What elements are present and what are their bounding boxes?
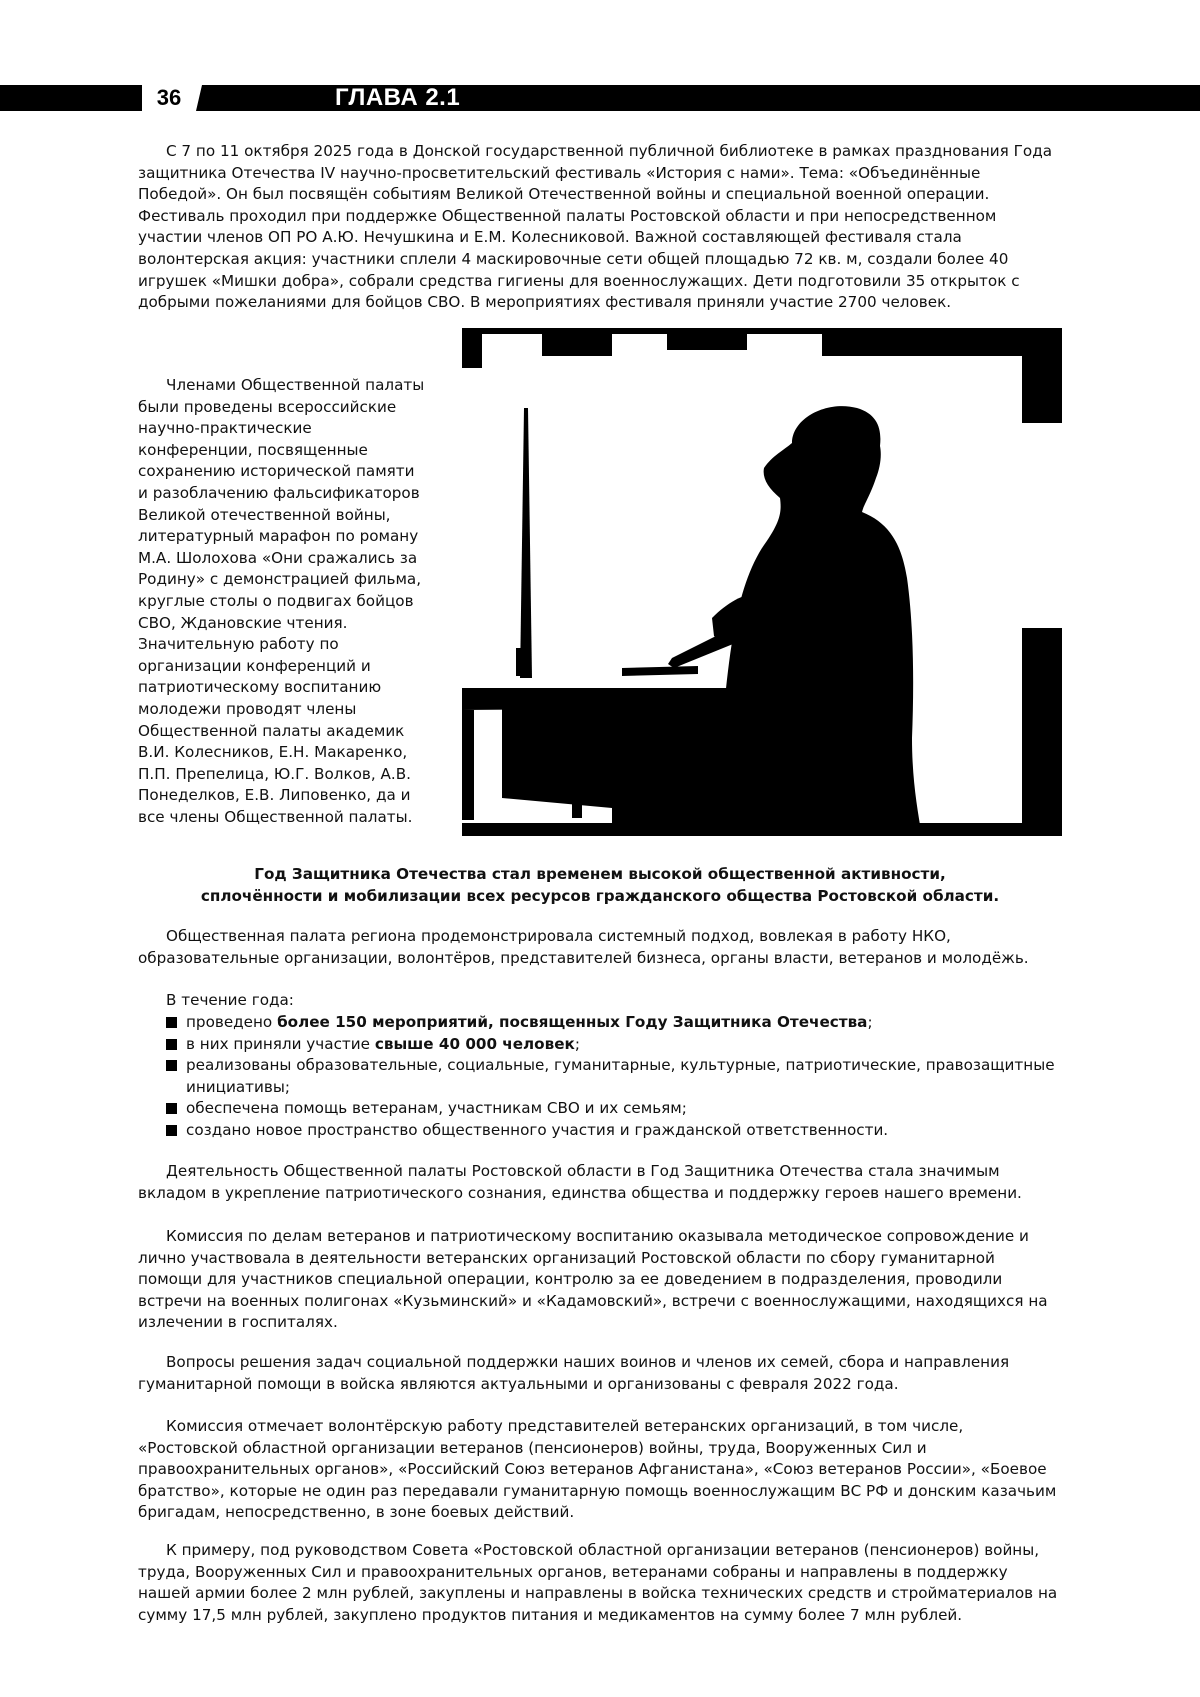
results-list — [166, 1012, 1066, 1142]
list-item: обеспечена помощь ветеранам, участникам СВО и их семьям; — [166, 1098, 1066, 1120]
list-item: в них приняли участие свыше 40 000 человек; — [166, 1034, 1066, 1056]
paragraph-support: Вопросы решения задач социальной поддержки наших воинов и членов их семей, сбора и направления гуманитарной помощи в войска являются актуальными и организованы с февраля 2022 года. — [138, 1353, 1010, 1393]
paragraph-commission: Комиссия по делам ветеранов и патриотическому воспитанию оказывала методическое сопровождение и лично участвовала в деятельности ветеранских организаций Ростовской области по сбору гуманитарной помощи для участников специальной операции, контролю за ее доведением в подразделения, проводили встречи на военных полигонах «Кузьминский» и «Кадамовский», встречи с военнослужащими, находящихся на излечении в госпиталях. — [138, 1227, 1048, 1332]
paragraph-conferences: Членами Общественной палаты были проведены всероссийские научно-практические конференции, посвященные сохранению исторической памяти и разоблачению фальсификаторов Великой отечественной войны, литературный марафон по роману М.А. Шолохова «Они сражались за Родину» с демонстрацией фильма, круглые столы о подвигах бойцов СВО, Ждановские чтения. Значительную работу по организации конференций и патриотическому воспитанию молодежи проводят члены Общественной палаты академик В.И. Колесников, Е.Н. Макаренко, П.П. Препелица, Ю.Г. Волков, А.В. Понеделков, Е.В. Липовенко, да и все члены Общественной палаты. — [138, 376, 425, 826]
speaker-photo — [462, 328, 1062, 836]
header-bar-left — [0, 85, 142, 111]
paragraph-example: К примеру, под руководством Совета «Ростовской областной организации ветеранов (пенсионеров) войны, труда, Вооруженных Сил и правоохранительных органов, ветеранами собраны и направлены в поддержку нашей армии более 2 млн рублей, закуплены и направлены в войска технических средств и стройматериалов на сумму 17,5 млн рублей, закуплено продуктов питания и медикаментов на сумму более 7 млн рублей. — [138, 1541, 1058, 1624]
caption-line-1: Год Защитника Отечества стал временем высокой общественной активности, — [254, 865, 946, 883]
list-item: создано новое пространство общественного участия и гражданской ответственности. — [166, 1120, 1066, 1142]
bullet-icon — [166, 1103, 177, 1114]
bullet-icon — [166, 1060, 177, 1071]
page-number: 36 — [142, 83, 196, 113]
chapter-title: ГЛАВА 2.1 — [335, 84, 461, 111]
list-item: реализованы образовательные, социальные, гуманитарные, культурные, патриотические, правозащитные инициативы; — [166, 1055, 1066, 1098]
paragraph-significance: Деятельность Общественной палаты Ростовской области в Год Защитника Отечества стала значимым вкладом в укрепление патриотического сознания, единства общества и поддержку героев нашего времени. — [138, 1162, 1022, 1202]
list-item: проведено более 150 мероприятий, посвященных Году Защитника Отечества; — [166, 1012, 1066, 1034]
bullet-icon — [166, 1125, 177, 1136]
bullet-icon — [166, 1039, 177, 1050]
chapter-header — [0, 85, 1200, 111]
list-intro: В течение года: — [166, 991, 294, 1009]
bullet-icon — [166, 1017, 177, 1028]
paragraph-approach: Общественная палата региона продемонстрировала системный подход, вовлекая в работу НКО, образовательные организации, волонтёров, представителей бизнеса, органы власти, ветеранов и молодёжь. — [138, 927, 1029, 967]
speaker-silhouette-image — [462, 328, 1062, 836]
paragraph-festival: С 7 по 11 октября 2025 года в Донской государственной публичной библиотеке в рамках празднования Года защитника Отечества IV научно-просветительский фестиваль «История с нами». Тема: «Объединённые Победой». Он был посвящён событиям Великой Отечественной войны и специальной военной операции. Фестиваль проходил при поддержке Общественной палаты Ростовской области и при непосредственном участии членов ОП РО А.Ю. Нечушкина и Е.М. Колесниковой. Важной составляющей фестиваля стала волонтерская акция: участники сплели 4 маскировочные сети общей площадью 72 кв. м, создали более 40 игрушек «Мишки добра», собрали средства гигиены для военнослужащих. Дети подготовили 35 открыток с добрыми пожеланиями для бойцов СВО. В мероприятиях фестиваля приняли участие 2700 человек. — [138, 142, 1053, 312]
caption-line-2: сплочённости и мобилизации всех ресурсов гражданского общества Ростовской области. — [200, 887, 1000, 905]
paragraph-volunteers: Комиссия отмечает волонтёрскую работу представителей ветеранских организаций, в том числе, «Ростовской областной организации ветеранов (пенсионеров) войны, труда, Вооруженных Сил и правоохранительных органов», «Российский Союз ветеранов Афганистана», «Союз ветеранов России», «Боевое братство», которые не один раз передавали гуманитарную помощь военнослужащим ВС РФ и донским казачьим бригадам, непосредственно, в зоне боевых действий. — [138, 1417, 1057, 1522]
